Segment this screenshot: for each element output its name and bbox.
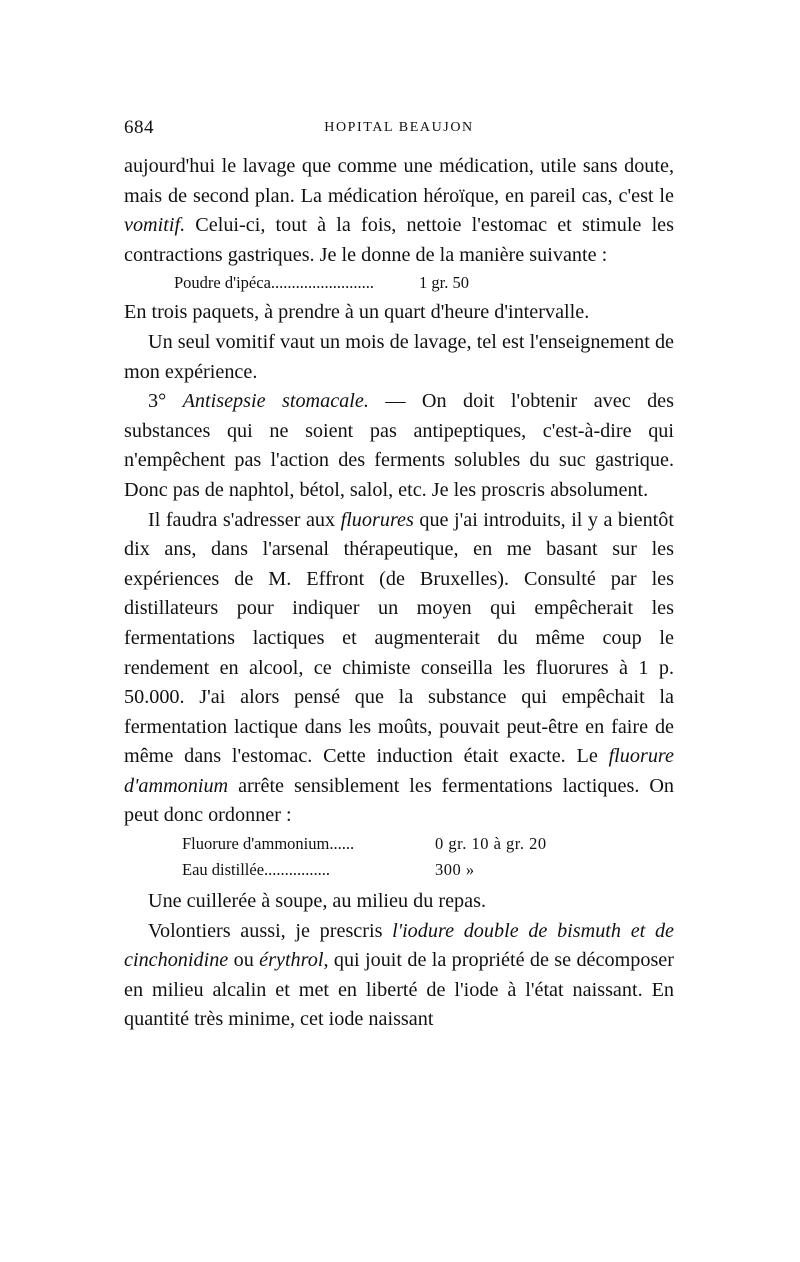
paragraph-7-emphasis-b: érythrol [259,949,324,972]
recipe-fluorure-dose-2: 300 » [435,860,475,880]
paragraph-2: En trois paquets, à prendre à un quart d'heure d'intervalle. [124,301,590,324]
paragraph-1-emphasis: vomitif. [124,214,186,237]
paragraph-5-emphasis-a: fluorures [340,508,414,531]
paragraph-7-text-c: , qui jouit de la propriété de se décomposer en milieu alcalin et met en liberté de l'iode à l'état naissant. En quantité très minime, cet iode naissant [124,949,674,1031]
paragraph-5-emphasis-b: fluorure d'ammonium [124,745,674,797]
paragraph-3: Un seul vomitif vaut un mois de lavage, tel est l'enseignement de mon expérience. [124,330,674,383]
paragraph-5 [124,506,674,832]
paragraph-4 [124,387,674,505]
recipe-fluorure-row-1 [124,833,674,855]
recipe-fluorure-ingredient-1: Fluorure d'ammonium...... [182,834,355,854]
paragraph-7 [124,917,674,1035]
paragraph-1 [124,152,674,270]
recipe-fluorure-ingredient-2: Eau distillée................ [182,860,331,880]
page-header [124,117,674,141]
paragraph-1-text-b: Celui-ci, tout à la fois, nettoie l'estomac et stimule les contractions gastriques. Je le donne de la manière suivante : [124,214,674,266]
paragraph-4-heading: Antisepsie stomacale. [182,390,369,413]
recipe-ipeca-ingredient: Poudre d'ipéca......................... [174,273,375,293]
paragraph-7-text-a: Volontiers aussi, je prescris [148,919,393,942]
body-text [124,152,674,1035]
recipe-fluorure-dose-1: 0 gr. 10 à gr. 20 [435,834,547,854]
page-number: 684 [124,117,154,138]
paragraph-5-text-a: Il faudra s'adresser aux [148,508,341,531]
recipe-fluorure-row-2 [124,859,674,881]
paragraph-1-text-a: aujourd'hui le lavage que comme une médication, utile sans doute, mais de second plan. La médication héroïque, en pareil cas, c'est le [124,155,674,207]
recipe-ipeca-dose: 1 gr. 50 [419,273,469,293]
recipe-fluorure [124,833,674,881]
running-head: HOPITAL BEAUJON [324,120,474,135]
paragraph-4-number: 3° [148,390,167,413]
paragraph-7-text-b: ou [228,949,260,972]
paragraph-4-text: — On doit l'obtenir avec des substances qui ne soient pas antipeptiques, c'est-à-dire qui n'empêchent pas l'action des ferments solubles du suc gastrique. Donc pas de naphtol, bétol, salol, etc. Je les proscris absolument. [124,390,675,501]
recipe-ipeca [124,272,674,294]
paragraph-5-text-b: que j'ai introduits, il y a bientôt dix ans, dans l'arsenal thérapeutique, en me basant sur les expériences de M. Effront (de Bruxelles). Consulté par les distillateurs pour indiquer un moyen qui empêcherait les fermentations lactiques et augmenterait du même coup le rendement en alcool, ce chimiste conseilla les fluorures à 1 p. 50.000. J'ai alors pensé que la substance qui empêchait la fermentation lactique dans les moûts, pouvait peut-être en faire de même dans l'estomac. Cette induction était exacte. Le [124,508,674,768]
paragraph-5-text-c: arrête sensiblement les fermentations lactiques. On peut donc ordonner : [124,774,674,827]
paragraph-6: Une cuillerée à soupe, au milieu du repas. [148,890,487,913]
paragraph-7-emphasis-a: l'iodure double de bismuth et de cinchonidine [124,919,674,972]
